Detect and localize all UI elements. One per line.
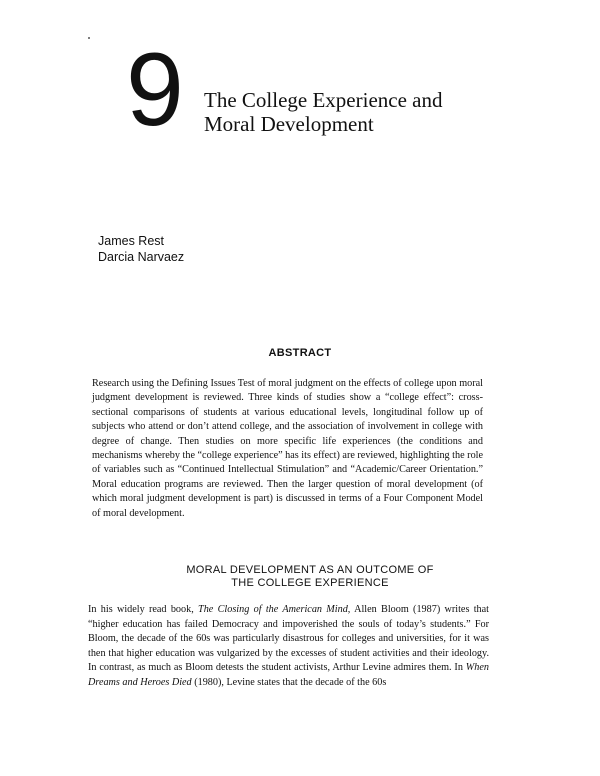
book-title: The Closing of the American Mind, bbox=[198, 604, 351, 615]
body-text-span: In his widely read book, bbox=[88, 604, 199, 615]
body-text-span: Allen Bloom (1987) writes that “higher education has failed Democracy and impoverished the souls of today’s students.” For Bloom, the decade of the 60s was particularly disastrous for colleges and universities, for it was then that higher education was vulgarized by the excesses of student activities and their ideology. In contrast, as much as Bloom detests the student activists, Arthur Levine admires them. In bbox=[88, 604, 489, 673]
abstract-text: Research using the Defining Issues Test of moral judgment on the effects of college upon moral judgment development is reviewed. Three kinds of studies show a “college effect”: cross-sectional comparisons of students at various educational levels, longitudinal follow up of subjects who attend or don’t attend college, and the association of involvement in college with degree of change. Then studies on more specific life experiences (the conditions and mechanisms whereby the “college experience” has its effect) are reviewed, highlighting the role of variables such as “Continued Intellectual Stimulation” and “Academic/Career Orientation.” Moral education programs are reviewed. Then the larger question of moral development (of which moral judgment development is part) is discussed in terms of a Four Component Model of moral development. bbox=[92, 378, 484, 519]
chapter-title bbox=[204, 88, 524, 136]
scan-speck bbox=[88, 37, 90, 39]
section-heading bbox=[0, 564, 600, 590]
chapter-title-line-2: Moral Development bbox=[204, 112, 374, 136]
chapter-title-line-1: The College Experience and bbox=[204, 88, 443, 112]
section-heading-line-1: MORAL DEVELOPMENT AS AN OUTCOME OF bbox=[186, 564, 434, 576]
body-paragraph bbox=[88, 603, 489, 690]
author-name: Darcia Narvaez bbox=[98, 250, 185, 264]
chapter-number: 9 bbox=[126, 32, 182, 148]
abstract-heading: ABSTRACT bbox=[268, 347, 332, 359]
author-list bbox=[98, 233, 184, 265]
author-name: James Rest bbox=[98, 234, 164, 248]
book-title: When Dreams and Heroes Died bbox=[88, 662, 489, 688]
section-heading-line-2: THE COLLEGE EXPERIENCE bbox=[231, 577, 389, 589]
body-text-span: (1980), Levine states that the decade of the 60s bbox=[191, 676, 387, 688]
